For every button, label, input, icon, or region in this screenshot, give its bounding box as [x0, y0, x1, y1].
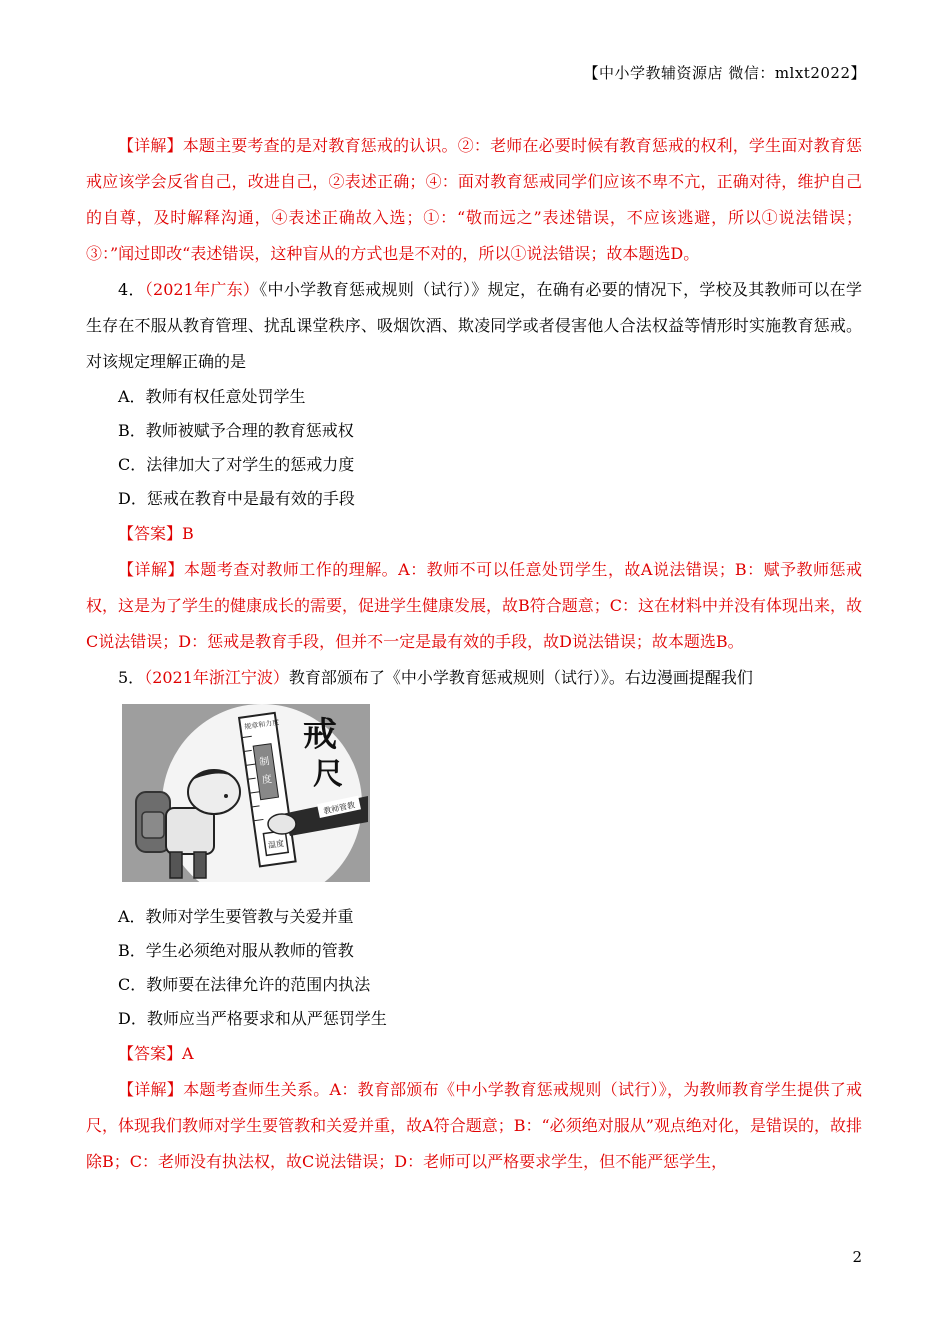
- question-number: 4．: [118, 280, 145, 299]
- ruler-bottom-text: 温度: [267, 838, 285, 850]
- ruler-mid-text-2: 度: [261, 773, 273, 787]
- q5-option-d: D．教师应当严格要求和从严惩罚学生: [118, 1009, 387, 1028]
- page-content: [86, 128, 862, 1180]
- question-source: （2021年浙江宁波）: [144, 668, 289, 687]
- q5-explanation: [86, 1072, 862, 1180]
- question-number: 5．: [118, 668, 145, 687]
- explain-text: 本题考查师生关系。A：教育部颁布《中小学教育惩戒规则（试行）》，为教师教育学生提供了戒尺，体现我们教师对学生要管教和关爱并重，故A符合题意；B：“必须绝对服从”观点绝对化，是错误的，故排除B；C：老师没有执法权，故C说法错误；D：老师可以严格要求学生，但不能严惩学生，: [86, 1080, 862, 1171]
- cartoon-illustration: [122, 704, 370, 882]
- question-text: 教育部颁布了《中小学教育惩戒规则（试行）》。右边漫画提醒我们: [288, 668, 753, 687]
- q4-option-d: D．惩戒在教育中是最有效的手段: [118, 489, 355, 508]
- explain-label: 【详解】: [118, 1080, 184, 1099]
- q5-answer: 【答案】A: [118, 1044, 194, 1063]
- cartoon-big-text-1: 戒: [303, 715, 337, 755]
- explain-label: 【详解】: [118, 136, 183, 155]
- question-4-stem: [86, 272, 862, 380]
- q4-option-c: C．法律加大了对学生的惩戒力度: [118, 455, 355, 474]
- cartoon-big-text-2: 尺: [313, 757, 343, 792]
- q4-explanation: [86, 552, 862, 660]
- q5-option-b: B．学生必须绝对服从教师的管教: [118, 941, 354, 960]
- prev-explanation: [86, 128, 862, 272]
- q5-option-a: A．教师对学生要管教与关爱并重: [118, 907, 354, 926]
- explain-text: 本题主要考查的是对教育惩戒的认识。②：老师在必要时候有教育惩戒的权利，学生面对教育惩戒应该学会反省自己，改进自己，②表述正确；④：面对教育惩戒同学们应该不卑不亢，正确对待，维护自己的自尊，及时解释沟通，④表述正确故入选；①：“敬而远之”表述错误，不应该逃避，所以①说法错误；③：”闻过即改“表述错误，这种盲从的方式也是不对的，所以①说法错误；故本题选D。: [86, 136, 862, 263]
- ruler-mid-text-1: 制: [258, 756, 271, 769]
- q5-option-c: C．教师要在法律允许的范围内执法: [118, 975, 371, 994]
- page-number: 2: [852, 1248, 862, 1266]
- question-5-stem: [86, 660, 862, 696]
- explain-label: 【详解】: [118, 560, 184, 579]
- ruler-top-text: 规章和力度: [243, 718, 280, 732]
- sleeve-label: 教师管教: [322, 800, 356, 816]
- q4-answer: 【答案】B: [118, 524, 194, 543]
- explain-text: 本题考查对教师工作的理解。A：教师不可以任意处罚学生，故A说法错误；B：赋予教师惩戒权，这是为了学生的健康成长的需要，促进学生健康发展，故B符合题意；C：这在材料中并没有体现出来，故C说法错误；D：惩戒是教育手段，但并不一定是最有效的手段，故D说法错误；故本题选B。: [86, 560, 863, 651]
- q4-option-a: A．教师有权任意处罚学生: [118, 387, 306, 406]
- question-text: 《中小学教育惩戒规则（试行）》规定，在确有必要的情况下，学校及其教师可以在学生存在不服从教育管理、扰乱课堂秩序、吸烟饮酒、欺凌同学或者侵害他人合法权益等情形时实施教育惩戒。对该规定理解正确的是: [86, 280, 862, 371]
- cartoon-image: [122, 704, 370, 882]
- header-watermark: 【中小学教辅资源店 微信：mlxt2022】: [583, 64, 866, 82]
- question-source: （2021年广东）: [144, 280, 260, 299]
- q4-option-b: B．教师被赋予合理的教育惩戒权: [118, 421, 354, 440]
